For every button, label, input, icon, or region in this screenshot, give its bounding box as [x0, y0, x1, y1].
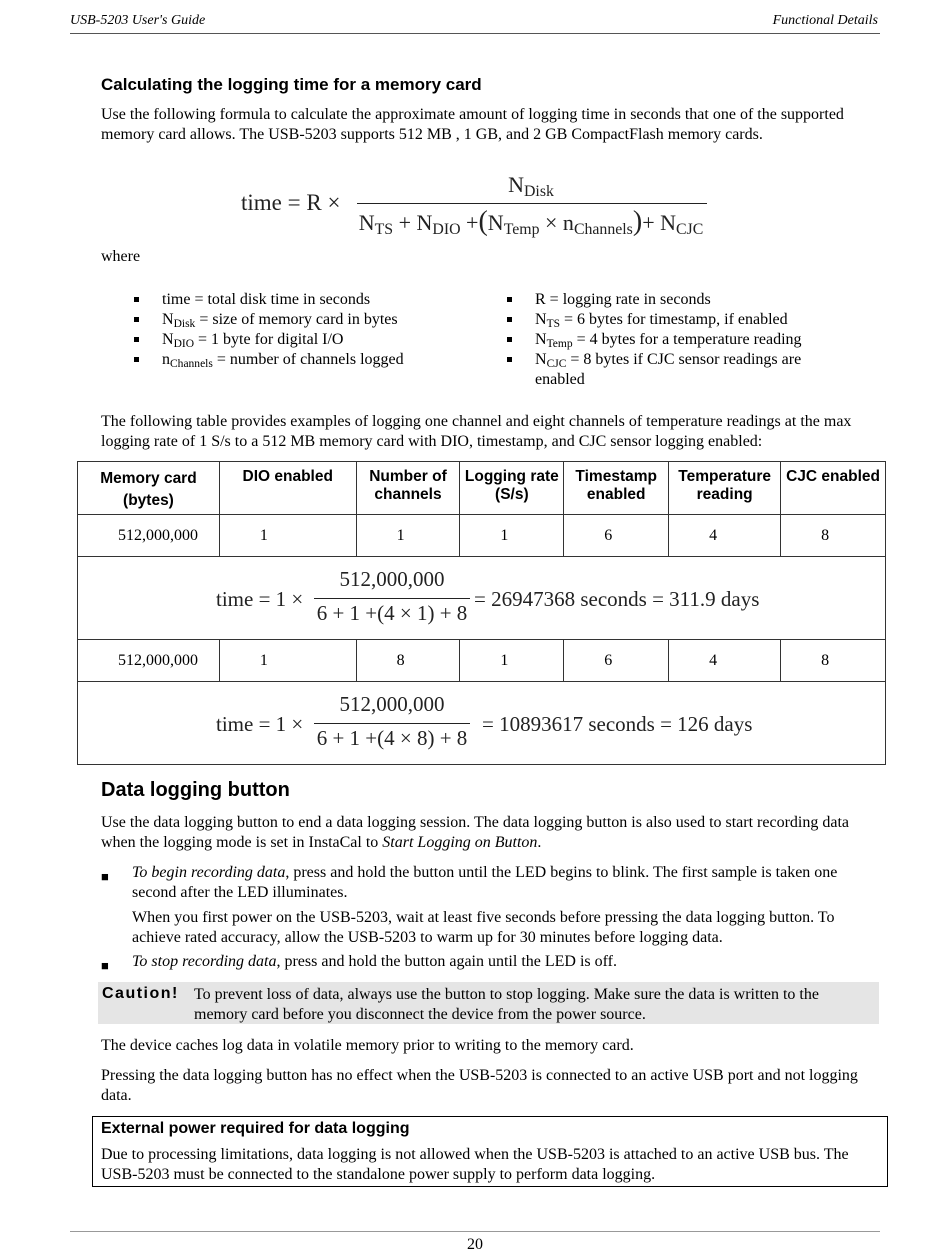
column-header-memory-card: Memory card (bytes): [78, 462, 220, 515]
definition-item: $N_{Temp} = 4$ bytes for a temperature reading: [503, 330, 843, 350]
example-formula-numerator: 512,000,000: [339, 692, 445, 716]
section-heading-data-logging-button: Data logging button: [101, 779, 290, 801]
example-formula-denominator: 6 + 1 +(4 × 8) + 8: [316, 726, 468, 750]
logging-time-formula: [241, 172, 721, 242]
example-formula-lhs: time = 1 ×: [216, 712, 304, 736]
where-label: where: [101, 248, 141, 265]
table-cell: 1: [219, 515, 356, 557]
column-header-number-of-channels: Number of channels: [356, 462, 460, 515]
formula-fraction-bar: [357, 203, 707, 204]
bullet-marker: ■: [101, 869, 109, 884]
bullet-begin-recording: To begin recording data, press and hold the button until the LED begins to blink. The first sample is taken one second after the LED illuminates.: [132, 864, 838, 901]
logging-example-table: [77, 461, 886, 765]
formula-denominator: $N_{TS} + N_{DIO} +(N_{Temp} \times n_{Channels})+ N_{CJC}$: [358, 206, 704, 238]
column-header-logging-rate: Logging rate (S/s): [460, 462, 564, 515]
table-formula-row: [78, 557, 886, 640]
table-header-row: [78, 462, 886, 515]
definition-item: $N_{DIO} = 1$ byte for digital I/O: [130, 330, 490, 350]
column-header-dio-enabled: DIO enabled: [219, 462, 356, 515]
section-heading-logging-time: Calculating the logging time for a memory card: [101, 75, 482, 94]
example-formula-one-channel: [216, 567, 776, 631]
definition-item: $n_{Channels}$ = number of channels logged: [130, 350, 490, 370]
definition-item: $N_{TS} = 6$ bytes for timestamp, if enabled: [503, 310, 843, 330]
page-number: 20: [467, 1236, 483, 1253]
bullet-marker: ■: [101, 958, 109, 973]
header-doc-title: USB-5203 User's Guide: [70, 13, 206, 28]
example-formula-numerator: 512,000,000: [339, 567, 445, 591]
definitions-list-right: [503, 290, 843, 390]
table-formula-cell: [78, 557, 886, 640]
table-cell: 1: [219, 640, 356, 682]
table-cell: 4: [669, 640, 781, 682]
intro-paragraph: Use the following formula to calculate the approximate amount of logging time in seconds that one of the supported memory card allows. The USB-5203 supports 512 MB , 1 GB, and 2 GB CompactFlash memory cards.: [101, 106, 844, 143]
formula-lhs: time = R ×: [241, 190, 341, 215]
table-cell: 8: [781, 515, 886, 557]
usb-port-paragraph: Pressing the data logging button has no effect when the USB-5203 is connected to an active USB port and not logging data.: [101, 1067, 858, 1104]
external-power-note-box: [92, 1116, 888, 1187]
example-formula-lhs: time = 1 ×: [216, 587, 304, 611]
table-row: [78, 640, 886, 682]
formula-numerator: $N_{Disk}$: [508, 172, 554, 200]
column-header-timestamp-enabled: Timestamp enabled: [564, 462, 669, 515]
definition-item: R = logging rate in seconds: [503, 290, 843, 310]
bullet-stop-recording: To stop recording data, press and hold the button again until the LED is off.: [132, 953, 618, 970]
example-formula-denominator: 6 + 1 +(4 × 1) + 8: [316, 601, 468, 625]
column-header-cjc-enabled: CJC enabled: [781, 462, 886, 515]
footer-rule: [70, 1231, 880, 1232]
table-cell: 6: [564, 515, 669, 557]
note-box-body: Due to processing limitations, data logging is not allowed when the USB-5203 is attached to an active USB bus. The USB-5203 must be connected to the standalone power supply to perform data logging.: [101, 1146, 849, 1183]
table-cell: 8: [781, 640, 886, 682]
table-cell: 1: [460, 515, 564, 557]
bullet-begin-recording-note: When you first power on the USB-5203, wait at least five seconds before pressing the data logging button. To achieve rated accuracy, allow the USB-5203 to warm up for 30 minutes before logging data.: [132, 909, 835, 946]
example-formula-result: = 26947368 seconds = 311.9 days: [474, 587, 760, 611]
definitions-list-left: [130, 290, 490, 370]
note-box-title: External power required for data logging: [101, 1120, 410, 1137]
example-formula-result: = 10893617 seconds = 126 days: [482, 712, 753, 736]
definition-item: $N_{CJC} = 8$ bytes if CJC sensor readings are enabled: [503, 350, 843, 390]
table-cell: 512,000,000: [78, 640, 220, 682]
example-formula-bar: [314, 723, 470, 724]
table-cell: 1: [356, 515, 460, 557]
table-intro-paragraph: The following table provides examples of logging one channel and eight channels of temperature readings at the max logging rate of 1 S/s to a 512 MB memory card with DIO, timestamp, and CJC sensor logging enabled:: [101, 413, 852, 450]
table-cell: 6: [564, 640, 669, 682]
data-logging-intro: Use the data logging button to end a data logging session. The data logging button is also used to start recording data when the logging mode is set in InstaCal to Start Logging on Button.: [101, 814, 850, 851]
definition-item: time = total disk time in seconds: [130, 290, 490, 310]
definition-item: $N_{Disk}$ = size of memory card in bytes: [130, 310, 490, 330]
volatile-memory-paragraph: The device caches log data in volatile memory prior to writing to the memory card.: [101, 1037, 634, 1054]
table-cell: 8: [356, 640, 460, 682]
example-formula-eight-channels: [216, 692, 776, 756]
header-section-title: Functional Details: [772, 13, 878, 28]
table-cell: 512,000,000: [78, 515, 220, 557]
caution-label: Caution!: [102, 985, 179, 1002]
table-formula-cell: [78, 682, 886, 765]
caution-text: To prevent loss of data, always use the button to stop logging. Make sure the data is written to the memory card before you disconnect the device from the power source.: [194, 986, 819, 1023]
example-formula-bar: [314, 598, 470, 599]
header-rule: [70, 33, 880, 34]
table-row: [78, 515, 886, 557]
table-cell: 1: [460, 640, 564, 682]
table-formula-row: [78, 682, 886, 765]
column-header-temperature-reading: Temperature reading: [669, 462, 781, 515]
table-cell: 4: [669, 515, 781, 557]
caution-callout: [98, 982, 879, 1024]
